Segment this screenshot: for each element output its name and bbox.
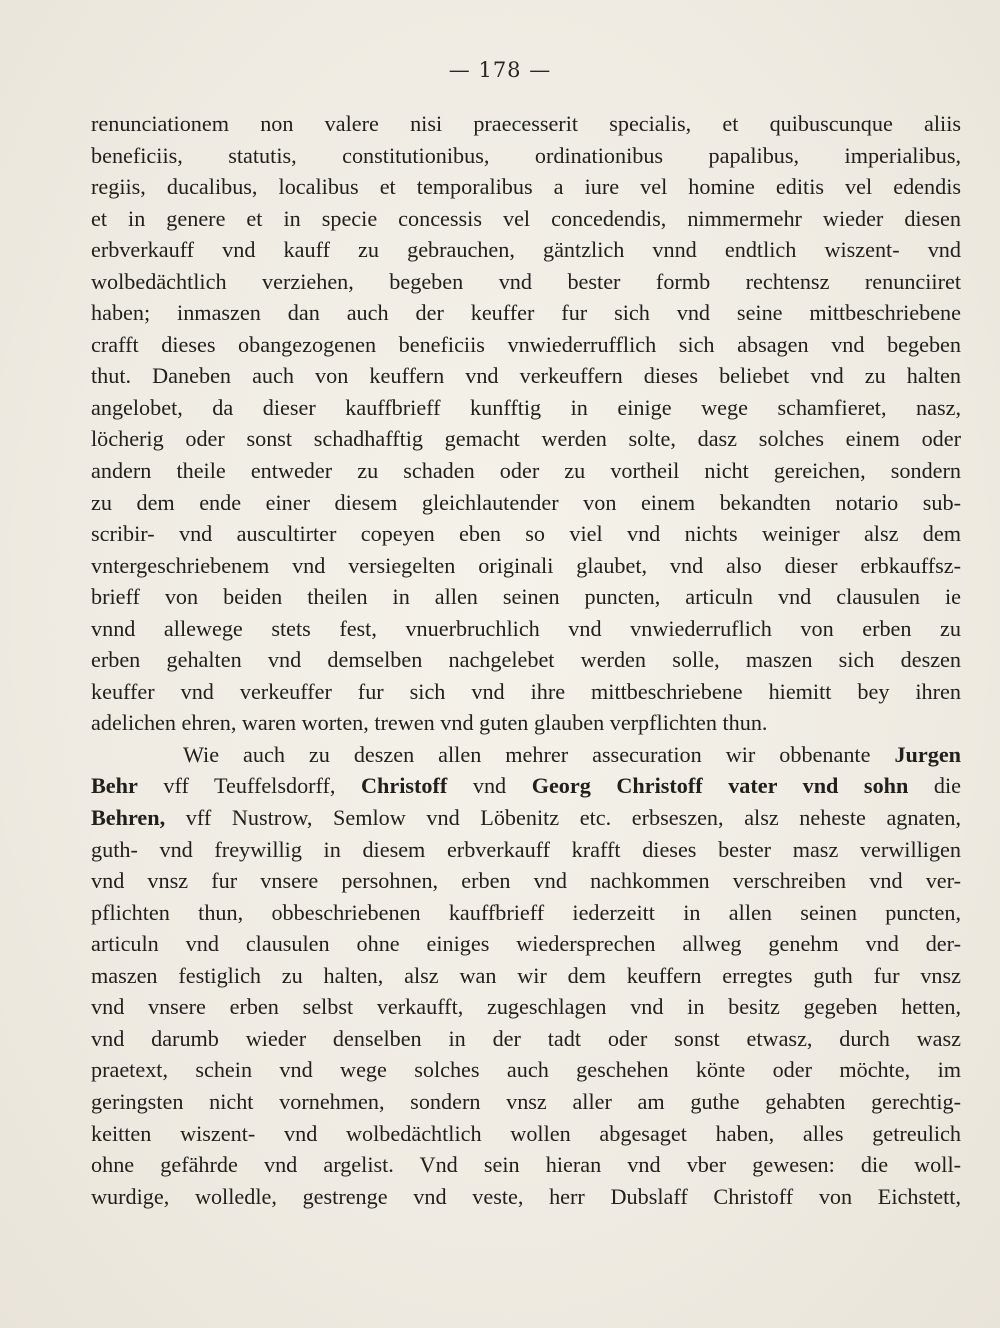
body-text xyxy=(91,108,961,1212)
text-segment: vff Nustrow, Semlow vnd Löbenitz etc. erbseszen, alsz neheste agnaten, xyxy=(165,805,961,831)
name-christoff: Christoff xyxy=(361,773,448,799)
name-georg-christoff: Georg Christoff vater vnd sohn xyxy=(531,773,909,799)
text-segment: Wie auch zu deszen allen mehrer assecuration wir obbenante xyxy=(183,741,895,767)
text-line: vnd darumb wieder denselben in der tadt oder sonst etwasz, durch wasz xyxy=(91,1025,961,1051)
text-line xyxy=(91,739,961,771)
text-line: crafft dieses obangezogenen beneficiis vnwiederrufflich sich absagen vnd begeben xyxy=(91,331,961,357)
text-line xyxy=(91,770,961,802)
text-line: wolbedächtlich verziehen, begeben vnd bester formb rechtensz renunciiret xyxy=(91,268,961,294)
text-line: ohne gefährde vnd argelist. Vnd sein hieran vnd vber gewesen: die woll- xyxy=(91,1152,961,1178)
text-line: keuffer vnd verkeuffer fur sich vnd ihre mittbeschriebene hiemitt bey ihren xyxy=(91,678,961,704)
text-line: articuln vnd clausulen ohne einiges wiedersprechen allweg genehm vnd der- xyxy=(91,931,961,957)
name-behr: Behr xyxy=(91,773,138,799)
text-line: haben; inmaszen dan auch der keuffer fur sich vnd seine mittbeschriebene xyxy=(91,300,961,326)
text-line: regiis, ducalibus, localibus et temporalibus a iure vel homine editis vel edendis xyxy=(91,174,961,200)
text-line: vnd vnsz fur vnsere persohnen, erben vnd nachkommen verschreiben vnd ver- xyxy=(91,868,961,894)
text-line: guth- vnd freywillig in diesem erbverkauff krafft dieses bester masz verwilligen xyxy=(91,836,961,862)
text-line: vnd vnsere erben selbst verkaufft, zugeschlagen vnd in besitz gegeben hetten, xyxy=(91,994,961,1020)
text-segment: vff Teuffelsdorff, xyxy=(137,773,362,799)
text-line: adelichen ehren, waren worten, trewen vnd guten glauben verpflichten thun. xyxy=(91,710,768,736)
text-line: vntergeschriebenem vnd versiegelten originali glaubet, vnd also dieser erbkauffsz- xyxy=(91,552,961,578)
page-number: — 178 — xyxy=(448,58,552,82)
text-line: zu dem ende einer diesem gleichlautender von einem bekandten notario sub- xyxy=(91,489,961,515)
text-line: keitten wiszent- vnd wolbedächtlich wollen abgesaget haben, alles getreulich xyxy=(91,1120,961,1146)
text-line: geringsten nicht vornehmen, sondern vnsz aller am guthe gehabten gerechtig- xyxy=(91,1088,961,1114)
text-line xyxy=(91,802,961,834)
text-line: brieff von beiden theilen in allen seinen puncten, articuln vnd clausulen ie xyxy=(91,584,961,610)
text-line: et in genere et in specie concessis vel concedendis, nimmermehr wieder diesen xyxy=(91,205,961,231)
text-line: wurdige, wolledle, gestrenge vnd veste, herr Dubslaff Christoff von Eichstett, xyxy=(91,1183,961,1209)
text-line: angelobet, da dieser kauffbrieff kunfftig in einige wege schamfieret, nasz, xyxy=(91,394,961,420)
text-line: erbverkauff vnd kauff zu gebrauchen, gäntzlich vnnd endtlich wiszent- vnd xyxy=(91,237,961,263)
name-behren: Behren, xyxy=(91,805,166,831)
text-line: erben gehalten vnd demselben nachgelebet werden solle, maszen sich deszen xyxy=(91,647,961,673)
text-segment: vnd xyxy=(447,773,532,799)
text-line: andern theile entweder zu schaden oder zu vortheil nicht gereichen, sondern xyxy=(91,458,961,484)
text-line: beneficiis, statutis, constitutionibus, ordinationibus papalibus, imperialibus, xyxy=(91,142,961,168)
text-line: pflichten thun, obbeschriebenen kauffbrieff iederzeitt in allen seinen puncten, xyxy=(91,899,961,925)
text-line: löcherig oder sonst schadhafftig gemacht werden solte, dasz solches einem oder xyxy=(91,426,961,452)
text-segment: die xyxy=(908,773,961,799)
text-line: scribir- vnd auscultirter copeyen eben so viel vnd nichts weiniger alsz dem xyxy=(91,521,961,547)
text-line: vnnd allewege stets fest, vnuerbruchlich vnd vnwiederruflich von erben zu xyxy=(91,615,961,641)
name-jurgen: Jurgen xyxy=(894,741,961,767)
text-line: renunciationem non valere nisi praecesserit specialis, et quibuscunque aliis xyxy=(91,111,961,136)
text-line: praetext, schein vnd wege solches auch geschehen könte oder möchte, im xyxy=(91,1057,961,1083)
text-line: maszen festiglich zu halten, alsz wan wir dem keuffern erregtes guth fur vnsz xyxy=(91,962,961,988)
text-line: thut. Daneben auch von keuffern vnd verkeuffern dieses beliebet vnd zu halten xyxy=(91,363,961,389)
